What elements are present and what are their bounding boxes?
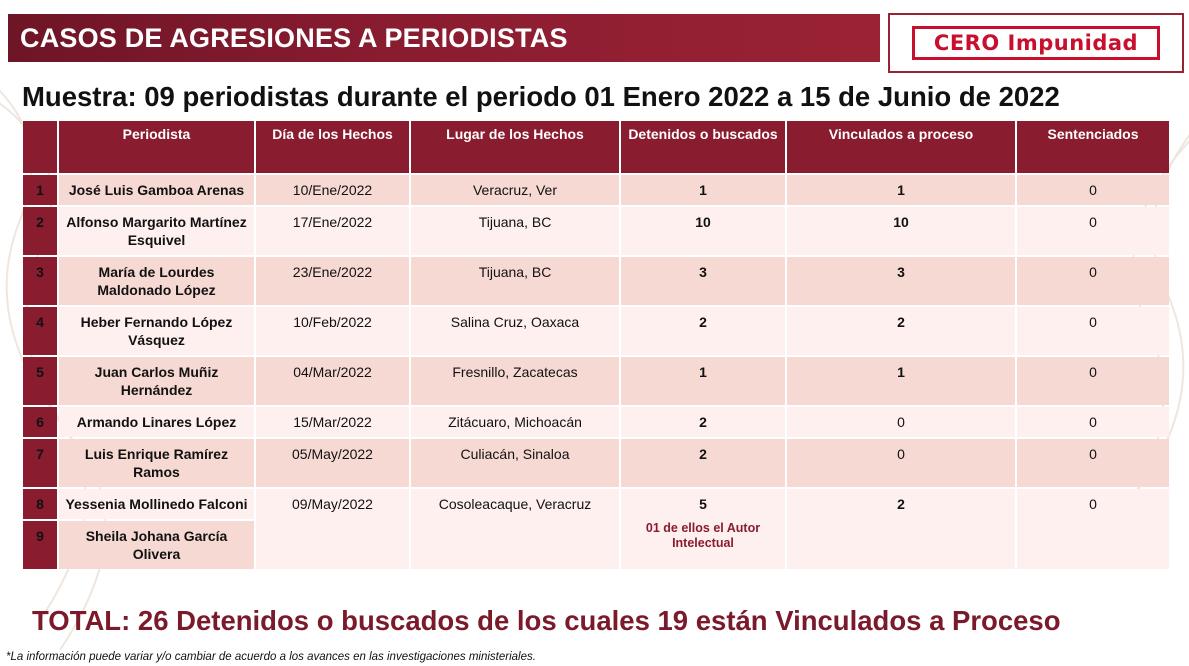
cell-vinculados: 2 (787, 307, 1015, 355)
cell-lugar: Salina Cruz, Oaxaca (411, 307, 619, 355)
table-row (23, 439, 1169, 487)
cell-detenidos: 1 (621, 175, 785, 205)
cell-sentenciados: 0 (1017, 357, 1169, 405)
table-row (23, 357, 1169, 405)
cell-dia-merged: 09/May/2022 (256, 489, 409, 569)
cell-periodista: Yessenia Mollinedo Falconi (59, 489, 254, 519)
page-title: CASOS DE AGRESIONES A PERIODISTAS (20, 23, 568, 53)
header-dia: Día de los Hechos (256, 121, 409, 173)
header-lugar: Lugar de los Hechos (411, 121, 619, 173)
cases-table (21, 119, 1171, 571)
row-number: 2 (23, 207, 57, 255)
cell-sentenciados: 0 (1017, 207, 1169, 255)
header-sentenciados: Sentenciados (1017, 121, 1169, 173)
cell-periodista: José Luis Gamboa Arenas (59, 175, 254, 205)
cell-vinculados: 1 (787, 357, 1015, 405)
cell-periodista: Luis Enrique Ramírez Ramos (59, 439, 254, 487)
table-row (23, 175, 1169, 205)
cell-detenidos-merged (621, 489, 785, 569)
cell-periodista: Sheila Johana García Olivera (59, 521, 254, 569)
row-number: 1 (23, 175, 57, 205)
detenidos-note: 01 de ellos el Autor Intelectual (645, 521, 761, 550)
cell-dia: 04/Mar/2022 (256, 357, 409, 405)
cell-sentenciados: 0 (1017, 439, 1169, 487)
cell-detenidos: 1 (621, 357, 785, 405)
row-number: 7 (23, 439, 57, 487)
header-detenidos: Detenidos o buscados (621, 121, 785, 173)
row-number: 8 (23, 489, 57, 519)
cell-dia: 10/Ene/2022 (256, 175, 409, 205)
cell-periodista: María de Lourdes Maldonado López (59, 257, 254, 305)
table-row (23, 307, 1169, 355)
logo-text: CERO Impunidad (933, 31, 1139, 55)
cell-detenidos: 2 (621, 407, 785, 437)
cell-dia: 05/May/2022 (256, 439, 409, 487)
cell-lugar: Tijuana, BC (411, 207, 619, 255)
cell-lugar: Tijuana, BC (411, 257, 619, 305)
cell-detenidos: 2 (621, 439, 785, 487)
table-row (23, 257, 1169, 305)
cell-vinculados-merged: 2 (787, 489, 1015, 569)
cell-dia: 17/Ene/2022 (256, 207, 409, 255)
row-number: 6 (23, 407, 57, 437)
cell-vinculados: 0 (787, 439, 1015, 487)
cell-periodista: Alfonso Margarito Martínez Esquivel (59, 207, 254, 255)
cell-sentenciados: 0 (1017, 175, 1169, 205)
table-row (23, 207, 1169, 255)
header-periodista: Periodista (59, 121, 254, 173)
cell-dia: 15/Mar/2022 (256, 407, 409, 437)
cell-sentenciados: 0 (1017, 257, 1169, 305)
cero-impunidad-logo (888, 13, 1184, 73)
row-number: 9 (23, 521, 57, 569)
cell-detenidos: 2 (621, 307, 785, 355)
cell-dia: 10/Feb/2022 (256, 307, 409, 355)
cell-lugar: Fresnillo, Zacatecas (411, 357, 619, 405)
cell-detenidos: 3 (621, 257, 785, 305)
cell-vinculados: 3 (787, 257, 1015, 305)
cell-periodista: Heber Fernando López Vásquez (59, 307, 254, 355)
cell-sentenciados: 0 (1017, 407, 1169, 437)
table-row (23, 407, 1169, 437)
cell-vinculados: 1 (787, 175, 1015, 205)
total-summary: TOTAL: 26 Detenidos o buscados de los cuales 19 están Vinculados a Proceso (32, 605, 1061, 636)
cell-lugar: Culiacán, Sinaloa (411, 439, 619, 487)
subtitle: Muestra: 09 periodistas durante el periodo 01 Enero 2022 a 15 de Junio de 2022 (22, 81, 1060, 112)
row-number: 4 (23, 307, 57, 355)
cell-lugar: Zitácuaro, Michoacán (411, 407, 619, 437)
cell-vinculados: 0 (787, 407, 1015, 437)
cell-sentenciados-merged: 0 (1017, 489, 1169, 569)
cell-sentenciados: 0 (1017, 307, 1169, 355)
cell-periodista: Juan Carlos Muñiz Hernández (59, 357, 254, 405)
header-number (23, 121, 57, 173)
cell-vinculados: 10 (787, 207, 1015, 255)
detenidos-value: 5 (699, 496, 707, 512)
table-row (23, 489, 1169, 519)
row-number: 3 (23, 257, 57, 305)
table-header-row (23, 121, 1169, 173)
cell-lugar-merged: Cosoleacaque, Veracruz (411, 489, 619, 569)
footnote: *La información puede variar y/o cambiar de acuerdo a los avances en las investigaciones ministeriales. (6, 651, 536, 663)
cell-dia: 23/Ene/2022 (256, 257, 409, 305)
stamp-frame (912, 26, 1160, 60)
cell-detenidos: 10 (621, 207, 785, 255)
row-number: 5 (23, 357, 57, 405)
cell-lugar: Veracruz, Ver (411, 175, 619, 205)
header-vinculados: Vinculados a proceso (787, 121, 1015, 173)
cell-periodista: Armando Linares López (59, 407, 254, 437)
